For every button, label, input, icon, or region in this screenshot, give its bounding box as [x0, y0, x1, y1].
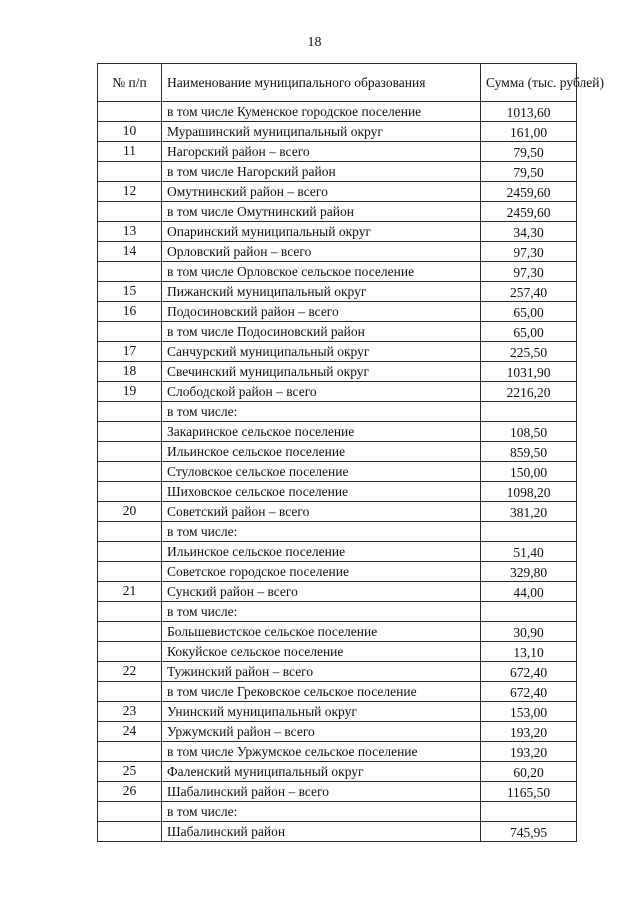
row-name-cell: в том числе:	[162, 402, 481, 422]
row-name-cell: в том числе:	[162, 802, 481, 822]
row-number-cell: 22	[98, 662, 162, 682]
row-name-cell: в том числе Нагорский район	[162, 162, 481, 182]
row-sum-cell: 2459,60	[481, 182, 577, 202]
row-name-cell: в том числе Орловское сельское поселение	[162, 262, 481, 282]
row-number-cell	[98, 562, 162, 582]
row-name-cell: Уржумский район – всего	[162, 722, 481, 742]
row-number-cell: 26	[98, 782, 162, 802]
row-name-cell: Санчурский муниципальный округ	[162, 342, 481, 362]
row-sum-cell: 108,50	[481, 422, 577, 442]
row-number-cell	[98, 402, 162, 422]
row-sum-cell: 2459,60	[481, 202, 577, 222]
row-sum-cell: 193,20	[481, 722, 577, 742]
table-row	[98, 522, 577, 542]
table-row	[98, 562, 577, 582]
table-row	[98, 402, 577, 422]
row-sum-cell: 34,30	[481, 222, 577, 242]
table-body	[98, 102, 577, 842]
row-sum-cell: 1031,90	[481, 362, 577, 382]
row-number-cell: 14	[98, 242, 162, 262]
row-sum-cell: 745,95	[481, 822, 577, 842]
row-number-cell	[98, 202, 162, 222]
row-name-cell: Ильинское сельское поселение	[162, 442, 481, 462]
table-header-row	[98, 64, 577, 102]
table-row	[98, 282, 577, 302]
row-number-cell: 23	[98, 702, 162, 722]
row-name-cell: Омутнинский район – всего	[162, 182, 481, 202]
row-number-cell: 16	[98, 302, 162, 322]
row-sum-cell: 329,80	[481, 562, 577, 582]
row-number-cell	[98, 822, 162, 842]
row-name-cell: Пижанский муниципальный округ	[162, 282, 481, 302]
row-name-cell: Советский район – всего	[162, 502, 481, 522]
row-sum-cell: 97,30	[481, 242, 577, 262]
row-name-cell: Сунский район – всего	[162, 582, 481, 602]
row-name-cell: Фаленский муниципальный округ	[162, 762, 481, 782]
table-row	[98, 302, 577, 322]
row-sum-cell: 51,40	[481, 542, 577, 562]
row-number-cell	[98, 422, 162, 442]
row-name-cell: Орловский район – всего	[162, 242, 481, 262]
header-number: № п/п	[98, 64, 162, 102]
table-row	[98, 182, 577, 202]
row-sum-cell: 257,40	[481, 282, 577, 302]
row-name-cell: в том числе:	[162, 522, 481, 542]
row-number-cell	[98, 522, 162, 542]
row-sum-cell	[481, 602, 577, 622]
row-number-cell	[98, 602, 162, 622]
row-sum-cell: 193,20	[481, 742, 577, 762]
row-number-cell: 18	[98, 362, 162, 382]
row-number-cell	[98, 442, 162, 462]
row-sum-cell: 672,40	[481, 682, 577, 702]
row-sum-cell: 30,90	[481, 622, 577, 642]
table-row	[98, 662, 577, 682]
row-number-cell: 10	[98, 122, 162, 142]
row-name-cell: в том числе Куменское городское поселение	[162, 102, 481, 122]
row-name-cell: в том числе Уржумское сельское поселение	[162, 742, 481, 762]
row-sum-cell: 65,00	[481, 302, 577, 322]
table-row	[98, 582, 577, 602]
row-name-cell: Закаринское сельское поселение	[162, 422, 481, 442]
row-sum-cell: 79,50	[481, 162, 577, 182]
row-sum-cell: 672,40	[481, 662, 577, 682]
row-sum-cell: 381,20	[481, 502, 577, 522]
row-number-cell: 15	[98, 282, 162, 302]
row-number-cell: 25	[98, 762, 162, 782]
row-name-cell: Шиховское сельское поселение	[162, 482, 481, 502]
row-name-cell: Ильинское сельское поселение	[162, 542, 481, 562]
row-number-cell	[98, 742, 162, 762]
table-row	[98, 622, 577, 642]
row-sum-cell	[481, 402, 577, 422]
row-number-cell	[98, 682, 162, 702]
row-name-cell: Большевистское сельское поселение	[162, 622, 481, 642]
row-sum-cell: 60,20	[481, 762, 577, 782]
budget-table	[97, 63, 604, 842]
row-name-cell: в том числе Грековское сельское поселение	[162, 682, 481, 702]
table-row	[98, 782, 577, 802]
table-row	[98, 702, 577, 722]
row-number-cell	[98, 802, 162, 822]
row-sum-cell: 1165,50	[481, 782, 577, 802]
table-row	[98, 242, 577, 262]
row-sum-cell: 1098,20	[481, 482, 577, 502]
table-row	[98, 482, 577, 502]
row-number-cell: 12	[98, 182, 162, 202]
row-name-cell: в том числе Подосиновский район	[162, 322, 481, 342]
table-row	[98, 422, 577, 442]
row-name-cell: Нагорский район – всего	[162, 142, 481, 162]
table-row	[98, 762, 577, 782]
table-row	[98, 642, 577, 662]
row-name-cell: Шабалинский район – всего	[162, 782, 481, 802]
row-sum-cell: 225,50	[481, 342, 577, 362]
header-sum: Сумма (тыс. рублей)	[481, 64, 577, 102]
table-row	[98, 202, 577, 222]
row-number-cell	[98, 462, 162, 482]
row-name-cell: Тужинский район – всего	[162, 662, 481, 682]
row-sum-cell: 859,50	[481, 442, 577, 462]
row-name-cell: Кокуйское сельское поселение	[162, 642, 481, 662]
row-sum-cell	[481, 522, 577, 542]
table-row	[98, 542, 577, 562]
row-name-cell: Подосиновский район – всего	[162, 302, 481, 322]
table-row	[98, 722, 577, 742]
row-number-cell	[98, 162, 162, 182]
row-number-cell: 11	[98, 142, 162, 162]
table-row	[98, 122, 577, 142]
table-row	[98, 462, 577, 482]
row-number-cell: 13	[98, 222, 162, 242]
row-number-cell	[98, 622, 162, 642]
table-row	[98, 222, 577, 242]
table-row	[98, 162, 577, 182]
table-row	[98, 142, 577, 162]
page-number: 18	[307, 35, 322, 50]
row-name-cell: Свечинский муниципальный округ	[162, 362, 481, 382]
row-sum-cell: 150,00	[481, 462, 577, 482]
row-name-cell: Опаринский муниципальный округ	[162, 222, 481, 242]
row-name-cell: Шабалинский район	[162, 822, 481, 842]
row-number-cell: 20	[98, 502, 162, 522]
table-row	[98, 322, 577, 342]
row-number-cell: 21	[98, 582, 162, 602]
row-sum-cell: 13,10	[481, 642, 577, 662]
table-row	[98, 682, 577, 702]
table-row	[98, 742, 577, 762]
row-sum-cell: 161,00	[481, 122, 577, 142]
table-row	[98, 602, 577, 622]
row-sum-cell: 79,50	[481, 142, 577, 162]
table-row	[98, 442, 577, 462]
row-number-cell	[98, 542, 162, 562]
row-sum-cell: 1013,60	[481, 102, 577, 122]
row-number-cell	[98, 642, 162, 662]
row-number-cell	[98, 322, 162, 342]
table-row	[98, 822, 577, 842]
row-name-cell: Советское городское поселение	[162, 562, 481, 582]
row-name-cell: в том числе:	[162, 602, 481, 622]
row-sum-cell: 153,00	[481, 702, 577, 722]
row-sum-cell: 97,30	[481, 262, 577, 282]
row-sum-cell: 65,00	[481, 322, 577, 342]
row-name-cell: Стуловское сельское поселение	[162, 462, 481, 482]
table-row	[98, 342, 577, 362]
row-name-cell: Унинский муниципальный округ	[162, 702, 481, 722]
row-name-cell: Слободской район – всего	[162, 382, 481, 402]
row-sum-cell: 44,00	[481, 582, 577, 602]
row-number-cell	[98, 102, 162, 122]
table-row	[98, 102, 577, 122]
row-name-cell: в том числе Омутнинский район	[162, 202, 481, 222]
row-name-cell: Мурашинский муниципальный округ	[162, 122, 481, 142]
row-number-cell	[98, 262, 162, 282]
table-row	[98, 262, 577, 282]
table-row	[98, 382, 577, 402]
row-number-cell: 19	[98, 382, 162, 402]
row-number-cell: 17	[98, 342, 162, 362]
row-sum-cell: 2216,20	[481, 382, 577, 402]
row-sum-cell	[481, 802, 577, 822]
row-number-cell	[98, 482, 162, 502]
table-row	[98, 362, 577, 382]
header-name: Наименование муниципального образования	[162, 64, 481, 102]
table-row	[98, 802, 577, 822]
row-number-cell: 24	[98, 722, 162, 742]
table-row	[98, 502, 577, 522]
